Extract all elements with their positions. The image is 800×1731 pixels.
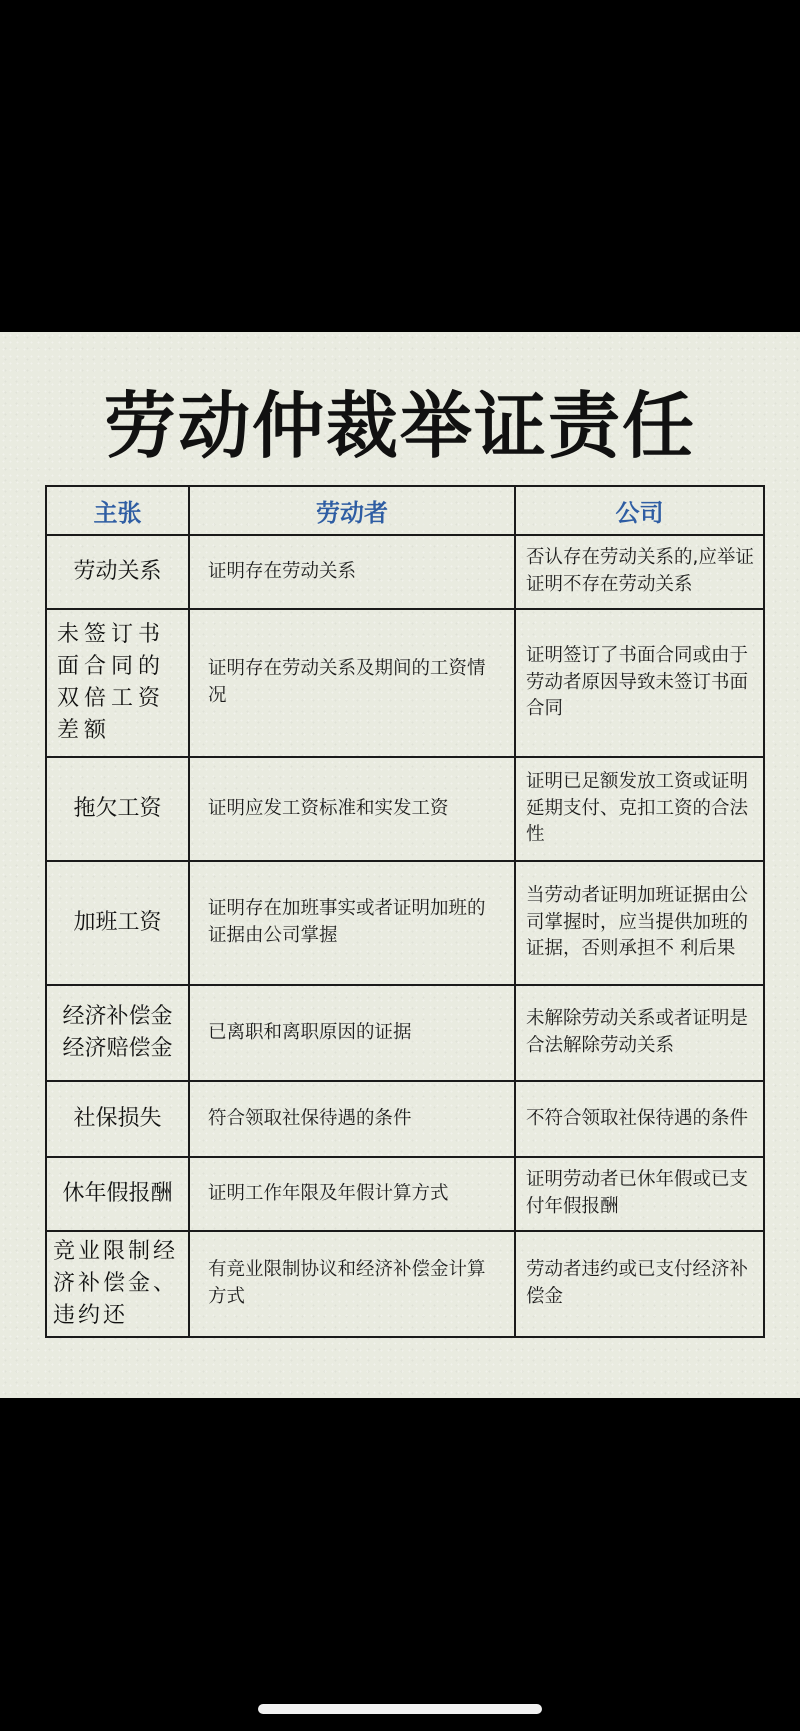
worker-cell: 证明存在劳动关系 [189,535,515,609]
company-cell: 否认存在劳动关系的,应举证证明不存在劳动关系 [515,535,764,609]
table-row [46,1081,764,1157]
worker-cell: 证明存在加班事实或者证明加班的证据由公司掌握 [189,861,515,985]
home-indicator[interactable] [258,1704,542,1714]
table-row [46,1231,764,1337]
table-row [46,757,764,861]
company-cell: 证明劳动者已休年假或已支付年假报酬 [515,1157,764,1231]
company-cell: 证明已足额发放工资或证明延期支付、克扣工资的合法性 [515,757,764,861]
worker-cell: 证明存在劳动关系及期间的工资情况 [189,609,515,757]
company-cell: 当劳动者证明加班证据由公司掌握时，应当提供加班的证据，否则承担不 利后果 [515,861,764,985]
claim-cell: 未签订书面合同的双倍工资差额 [46,609,189,757]
claim-cell: 拖欠工资 [46,757,189,861]
worker-cell: 证明应发工资标准和实发工资 [189,757,515,861]
table-row [46,985,764,1081]
company-cell: 证明签订了书面合同或由于劳动者原因导致未签订书面合同 [515,609,764,757]
header-company: 公司 [515,486,764,535]
claim-cell: 社保损失 [46,1081,189,1157]
table-row [46,861,764,985]
table-row [46,535,764,609]
claim-cell: 经济补偿金经济赔偿金 [46,985,189,1081]
header-worker: 劳动者 [189,486,515,535]
worker-cell: 证明工作年限及年假计算方式 [189,1157,515,1231]
burden-of-proof-table [45,485,765,1338]
table-row [46,1157,764,1231]
worker-cell: 已离职和离职原因的证据 [189,985,515,1081]
worker-cell: 有竞业限制协议和经济补偿金计算方式 [189,1231,515,1337]
table-row [46,609,764,757]
table-header-row [46,486,764,535]
claim-cell: 加班工资 [46,861,189,985]
company-cell: 劳动者违约或已支付经济补偿金 [515,1231,764,1337]
document-title: 劳动仲裁举证责任 [103,384,696,468]
document-image [0,332,800,1398]
worker-cell: 符合领取社保待遇的条件 [189,1081,515,1157]
company-cell: 未解除劳动关系或者证明是合法解除劳动关系 [515,985,764,1081]
company-cell: 不符合领取社保待遇的条件 [515,1081,764,1157]
claim-cell: 竞业限制经济补偿金、违约还 [46,1231,189,1337]
header-claim: 主张 [46,486,189,535]
claim-cell: 劳动关系 [46,535,189,609]
claim-cell: 休年假报酬 [46,1157,189,1231]
